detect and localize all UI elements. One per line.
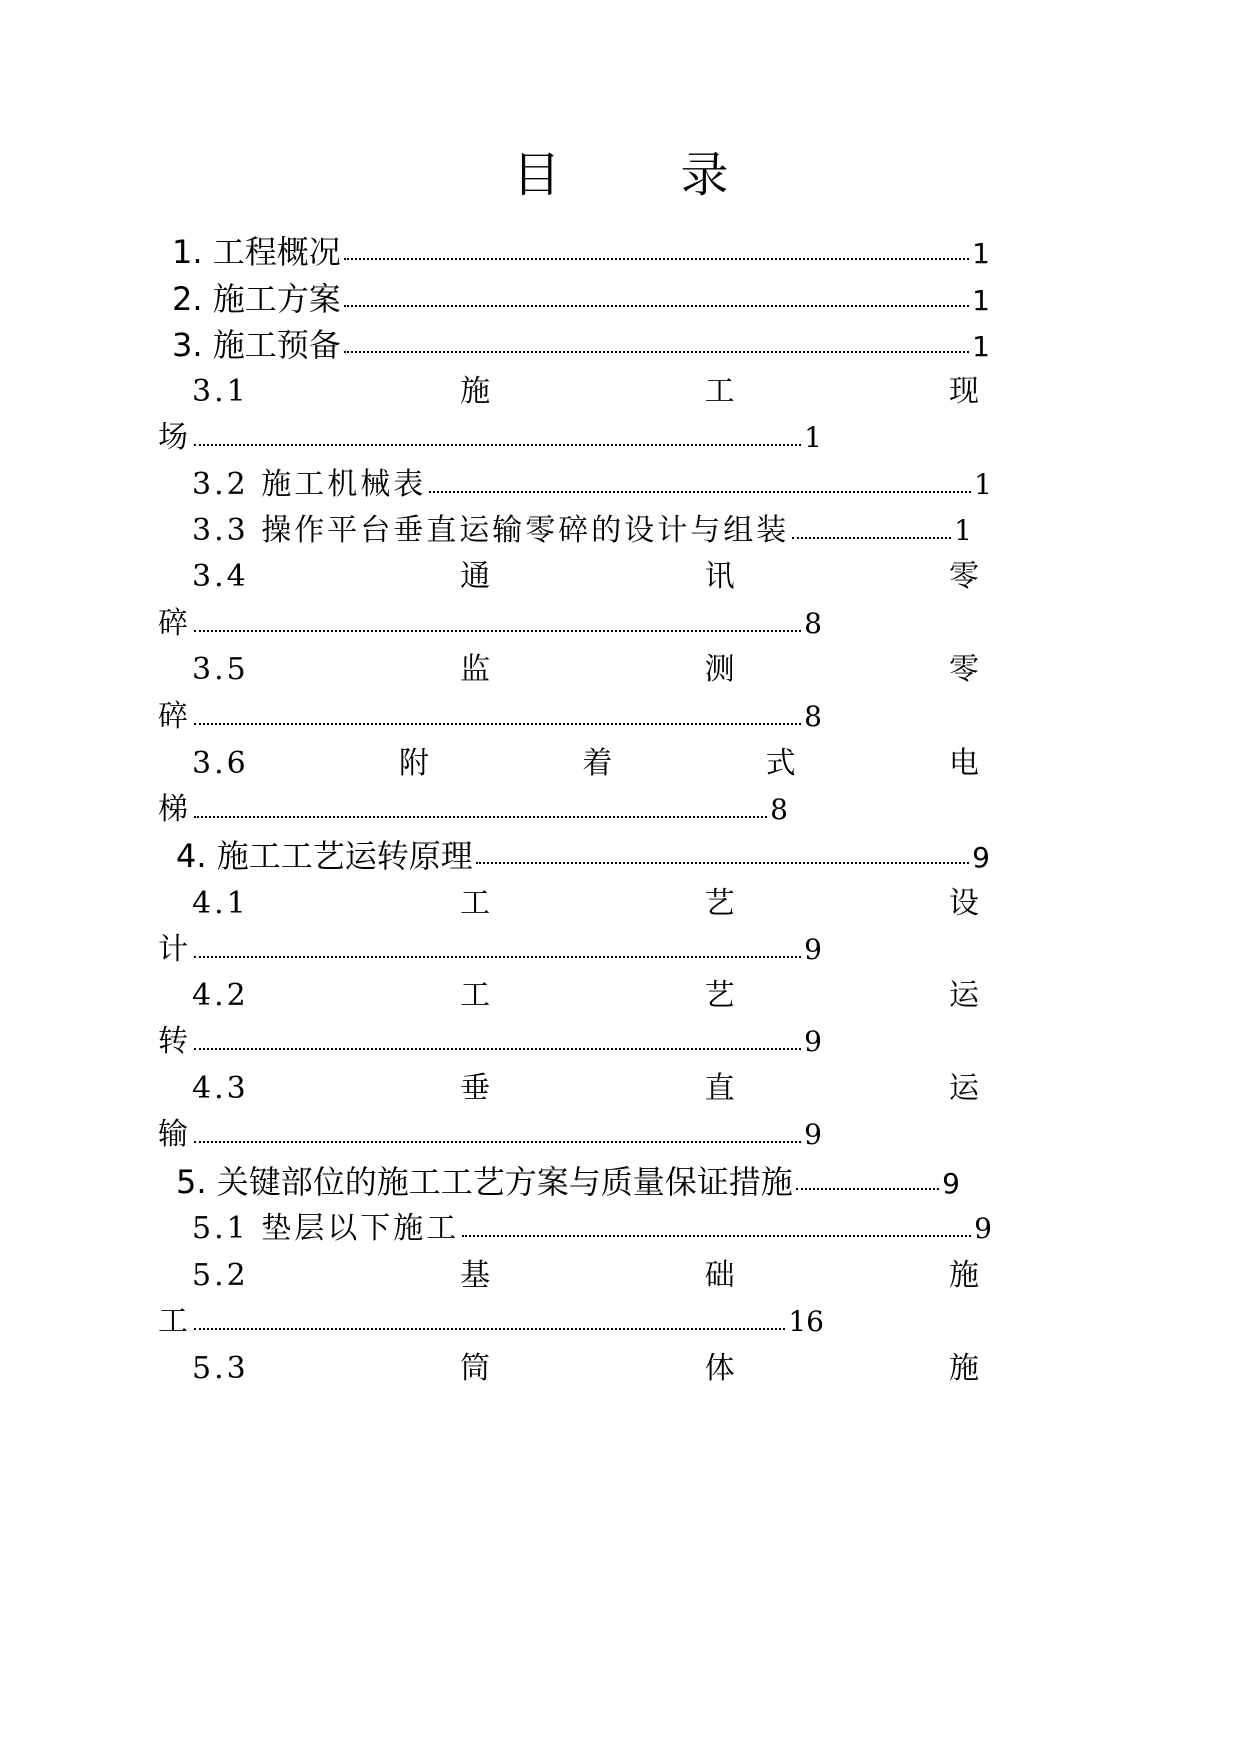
- toc-entry-3-6-line1[interactable]: [192, 742, 982, 786]
- leader-dots: [344, 257, 969, 260]
- leader-dots: [194, 955, 801, 958]
- title-char-2: 录: [680, 147, 729, 203]
- toc-entry-char: 电: [948, 746, 982, 781]
- toc-page-number: 1: [972, 284, 990, 317]
- toc-entry-3-5-line1[interactable]: [192, 648, 982, 692]
- toc-entry-char: 测: [704, 652, 738, 687]
- toc-entry-number: 4.1: [192, 886, 249, 921]
- toc-entry-char: 碎: [158, 699, 191, 734]
- toc-entry-char: 施: [948, 1351, 982, 1386]
- leader-dots: [429, 490, 971, 493]
- toc-entry-char: 零: [948, 652, 982, 687]
- toc-entry-label: 3. 施工预备: [172, 326, 341, 364]
- toc-page-number: 9: [804, 1118, 822, 1151]
- toc-entry-4-2-line1[interactable]: [192, 974, 982, 1018]
- toc-entry-5-2-line1[interactable]: [192, 1254, 982, 1298]
- toc-entry-char: 碎: [158, 606, 191, 641]
- toc-entry-1[interactable]: [172, 230, 990, 274]
- toc-page-number: 1: [804, 421, 822, 454]
- toc-entry-char: 零: [948, 559, 982, 594]
- toc-page-number: 1: [954, 514, 972, 547]
- toc-entry-4-2-line2[interactable]: [158, 1020, 822, 1064]
- toc-entry-3-4-line2[interactable]: [158, 602, 822, 646]
- toc-page-number: 1: [972, 330, 990, 363]
- toc-page-number: 9: [974, 1212, 992, 1245]
- leader-dots: [194, 443, 801, 446]
- toc-entry-char: 现: [948, 374, 982, 409]
- toc-entry-4-1-line1[interactable]: [192, 882, 982, 926]
- toc-entry-number: 4.2: [192, 978, 249, 1013]
- toc-entry-3-6-line2[interactable]: [158, 788, 788, 832]
- title-char-1: 目: [512, 147, 561, 203]
- toc-entry-char: 着: [582, 746, 616, 781]
- toc-entry-label: 3.3 操作平台垂直运输零碎的设计与组装: [192, 513, 790, 548]
- toc-entry-3-2[interactable]: [192, 463, 992, 507]
- toc-entry-number: 5.3: [192, 1351, 249, 1386]
- toc-entry-char: 计: [158, 932, 191, 967]
- toc-entry-5-3-line1[interactable]: [192, 1347, 982, 1391]
- toc-entry-char: 工: [460, 886, 494, 921]
- toc-entry-label: 1. 工程概况: [172, 233, 341, 271]
- toc-entry-label: 2. 施工方案: [172, 280, 341, 318]
- toc-page-number: 8: [770, 793, 788, 826]
- toc-entry-char: 讯: [704, 559, 738, 594]
- toc-entry-number: 4.3: [192, 1071, 249, 1106]
- toc-page-number: 1: [974, 468, 992, 501]
- toc-entry-char: 工: [460, 978, 494, 1013]
- toc-entry-4-3-line2[interactable]: [158, 1113, 822, 1157]
- leader-dots: [194, 1140, 801, 1143]
- toc-entry-char: 设: [948, 886, 982, 921]
- toc-entry-number: 3.1: [192, 374, 249, 409]
- toc-entry-char: 直: [704, 1071, 738, 1106]
- toc-page-number: 8: [804, 700, 822, 733]
- leader-dots: [796, 1187, 939, 1190]
- toc-entry-char: 监: [460, 652, 494, 687]
- leader-dots: [194, 629, 801, 632]
- toc-entry-char: 梯: [158, 792, 191, 827]
- toc-entry-char: 施: [460, 374, 494, 409]
- toc-page-number: 9: [804, 1025, 822, 1058]
- toc-entry-3-1-line2[interactable]: [158, 416, 822, 460]
- leader-dots: [194, 1327, 785, 1330]
- leader-dots: [344, 350, 969, 353]
- toc-entry-number: 3.5: [192, 652, 249, 687]
- toc-entry-char: 输: [158, 1117, 191, 1152]
- leader-dots: [194, 815, 767, 818]
- toc-entry-char: 体: [704, 1351, 738, 1386]
- toc-entry-char: 基: [460, 1258, 494, 1293]
- toc-entry-3-5-line2[interactable]: [158, 695, 822, 739]
- toc-entry-5-2-line2[interactable]: [158, 1300, 824, 1344]
- toc-entry-number: 5.2: [192, 1258, 249, 1293]
- toc-entry-2[interactable]: [172, 277, 990, 321]
- toc-entry-4[interactable]: [176, 834, 990, 878]
- toc-page-number: 9: [804, 933, 822, 966]
- toc-entry-3-3[interactable]: [192, 509, 972, 553]
- toc-page-number: 9: [972, 841, 990, 874]
- toc-entry-char: 附: [399, 746, 433, 781]
- toc-entry-5[interactable]: [176, 1160, 960, 1204]
- toc-entry-3-1-line1[interactable]: [192, 370, 982, 414]
- toc-entry-3-4-line1[interactable]: [192, 555, 982, 599]
- leader-dots: [476, 861, 969, 864]
- toc-entry-number: 3.4: [192, 559, 249, 594]
- toc-entry-char: 施: [948, 1258, 982, 1293]
- toc-entry-char: 础: [704, 1258, 738, 1293]
- toc-entry-number: 3.6: [192, 746, 249, 781]
- toc-entry-char: 运: [948, 1071, 982, 1106]
- toc-entry-label: 3.2 施工机械表: [192, 467, 427, 502]
- toc-entry-3[interactable]: [172, 323, 990, 367]
- toc-entry-label: 4. 施工工艺运转原理: [176, 837, 473, 875]
- toc-page-number: 1: [972, 237, 990, 270]
- leader-dots: [194, 722, 801, 725]
- toc-entry-char: 工: [704, 374, 738, 409]
- toc-page-number: 16: [788, 1305, 824, 1338]
- toc-entry-label: 5.1 垫层以下施工: [192, 1211, 460, 1246]
- toc-entry-char: 垂: [460, 1071, 494, 1106]
- toc-entry-char: 转: [158, 1024, 191, 1059]
- toc-entry-char: 艺: [704, 978, 738, 1013]
- toc-entry-char: 艺: [704, 886, 738, 921]
- leader-dots: [462, 1234, 971, 1237]
- leader-dots: [344, 304, 969, 307]
- toc-entry-char: 场: [158, 420, 191, 455]
- toc-entry-4-1-line2[interactable]: [158, 928, 822, 972]
- page-title: [0, 146, 1241, 204]
- toc-page-number: 9: [942, 1167, 960, 1200]
- leader-dots: [194, 1047, 801, 1050]
- toc-entry-5-1[interactable]: [192, 1207, 992, 1251]
- leader-dots: [792, 536, 951, 539]
- toc-entry-4-3-line1[interactable]: [192, 1067, 982, 1111]
- toc-entry-char: 筒: [460, 1351, 494, 1386]
- toc-entry-char: 通: [460, 559, 494, 594]
- toc-entry-char: 式: [765, 746, 799, 781]
- toc-entry-char: 工: [158, 1304, 191, 1339]
- toc-entry-char: 运: [948, 978, 982, 1013]
- toc-entry-label: 5. 关键部位的施工工艺方案与质量保证措施: [176, 1163, 793, 1201]
- toc-page-number: 8: [804, 607, 822, 640]
